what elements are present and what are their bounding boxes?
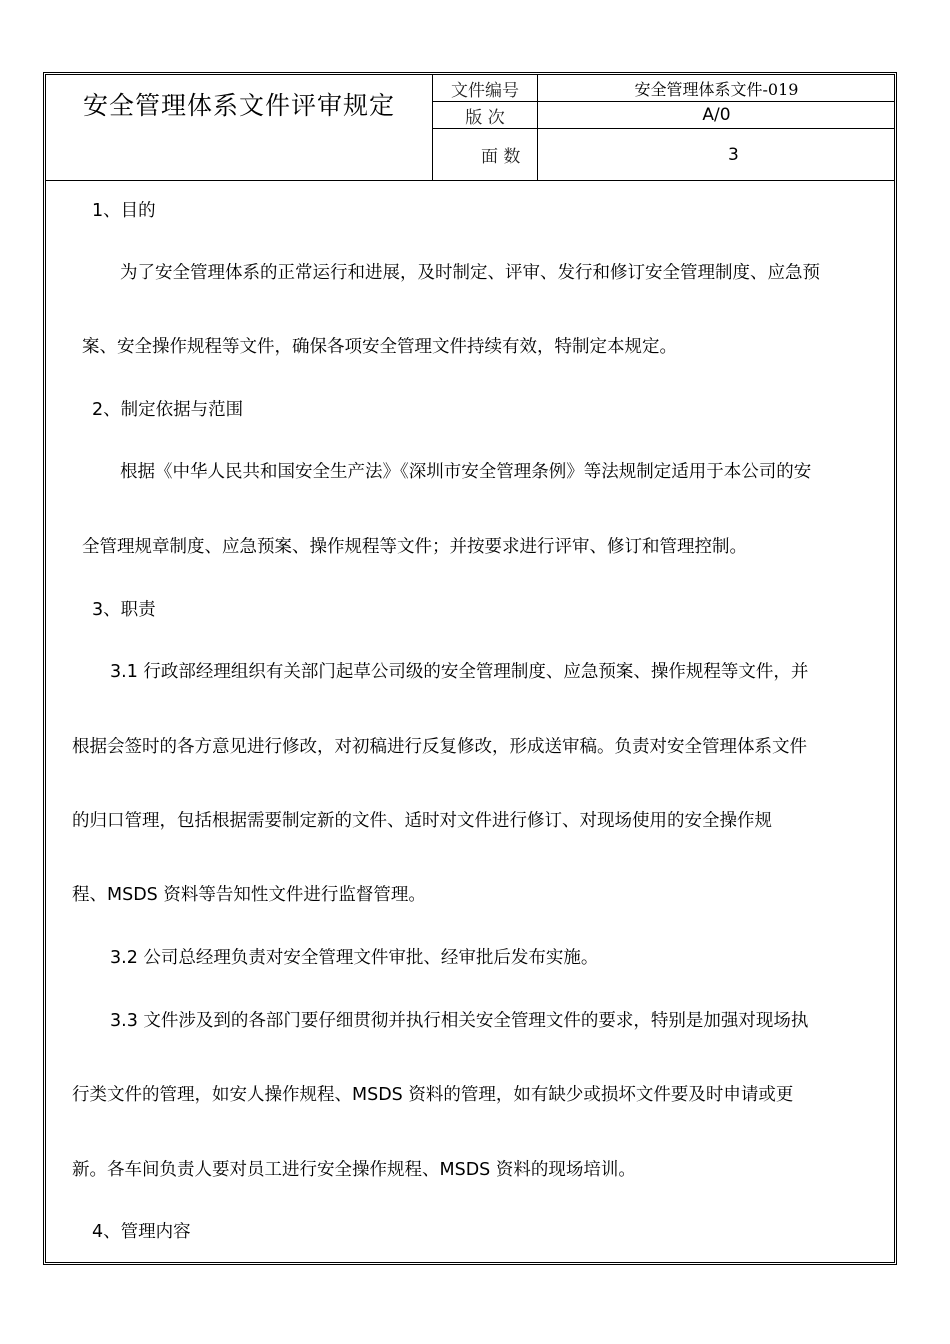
- section-2-paragraph-line-1: 根据《中华人民共和国安全生产法》《深圳市安全管理条例》等法规制定适用于本公司的安: [120, 462, 812, 482]
- section-3-1-line-3: 的归口管理，包括根据需要制定新的文件、适时对文件进行修订、对现场使用的安全操作规: [72, 811, 772, 831]
- version-label: 版 次: [465, 107, 505, 128]
- section-3-3-line-2: 行类文件的管理，如安人操作规程、MSDS 资料的管理，如有缺少或损坏文件要及时申请或更: [72, 1085, 794, 1105]
- section-3-1-line-1: 3.1 行政部经理组织有关部门起草公司级的安全管理制度、应急预案、操作规程等文件，并: [110, 662, 809, 682]
- section-3-2-line-1: 3.2 公司总经理负责对安全管理文件审批、经审批后发布实施。: [110, 948, 599, 968]
- section-3-heading: 3、职责: [92, 600, 156, 620]
- section-1-heading: 1、目的: [92, 201, 156, 221]
- doc-number-value: 安全管理体系文件-019: [634, 79, 799, 99]
- version-value: A/0: [702, 105, 731, 125]
- doc-number-label: 文件编号: [451, 80, 519, 101]
- pages-label-text: 面 数: [481, 147, 521, 167]
- section-4-heading: 4、管理内容: [92, 1222, 191, 1242]
- section-1-paragraph-line-1: 为了安全管理体系的正常运行和进展，及时制定、评审、发行和修订安全管理制度、应急预: [120, 263, 820, 283]
- document-title: 安全管理体系文件评审规定: [82, 91, 395, 120]
- section-3-1-line-4: 程、MSDS 资料等告知性文件进行监督管理。: [72, 885, 426, 905]
- section-3-3-line-1: 3.3 文件涉及到的各部门要仔细贯彻并执行相关安全管理文件的要求，特别是加强对现场执: [110, 1011, 809, 1031]
- pages-value: [538, 129, 935, 180]
- pages-value-text: 3: [728, 144, 739, 165]
- header-bottom-line: [45, 180, 895, 181]
- section-3-1-line-2: 根据会签时的各方意见进行修改，对初稿进行反复修改，形成送审稿。负责对安全管理体系文件: [72, 737, 807, 757]
- section-1-paragraph-line-2: 案、安全操作规程等文件，确保各项安全管理文件持续有效，特制定本规定。: [82, 337, 677, 357]
- section-2-heading: 2、制定依据与范围: [92, 400, 244, 420]
- section-2-paragraph-line-2: 全管理规章制度、应急预案、操作规程等文件；并按要求进行评审、修订和管理控制。: [82, 537, 747, 557]
- section-3-3-line-3: 新。各车间负责人要对员工进行安全操作规程、MSDS 资料的现场培训。: [72, 1160, 636, 1180]
